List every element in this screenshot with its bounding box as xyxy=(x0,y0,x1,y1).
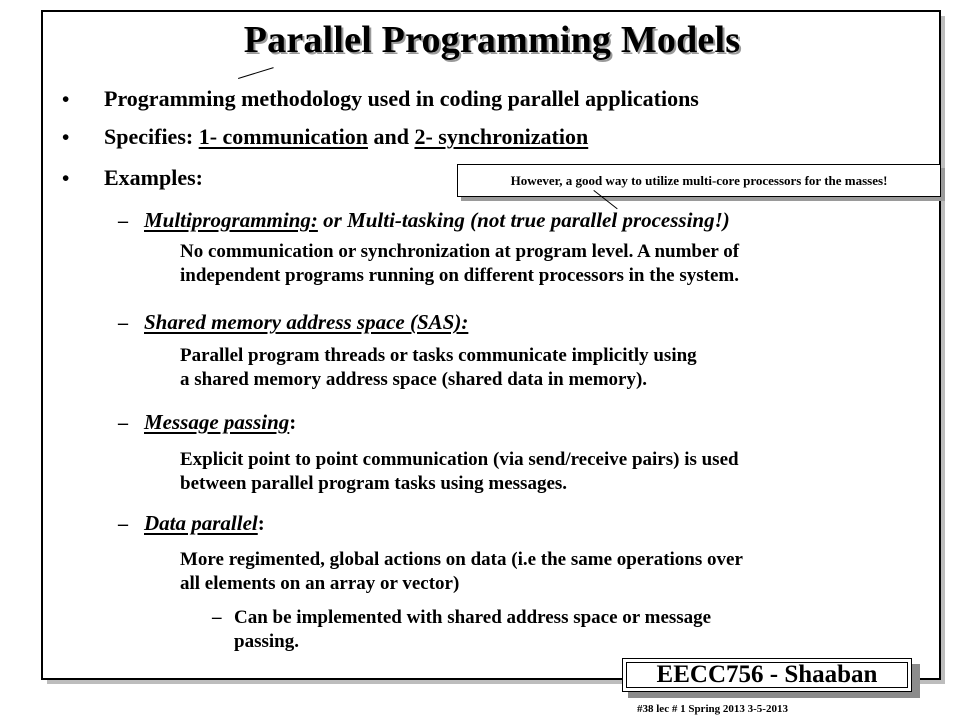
example-desc-line: independent programs running on different processors in the system. xyxy=(180,265,739,286)
dash-marker: – xyxy=(212,607,222,628)
example-multiprogramming xyxy=(144,208,730,233)
example-heading: Data parallel xyxy=(144,511,258,535)
example-heading-suffix: or Multi-tasking (not true parallel processing!) xyxy=(317,208,730,232)
dash-marker: – xyxy=(118,312,128,334)
example-heading: Shared memory address space (SAS): xyxy=(144,310,469,334)
bullet-specifies xyxy=(104,124,588,150)
example-heading: Multiprogramming: xyxy=(144,208,318,232)
specifies-prefix: Specifies: xyxy=(104,124,199,149)
example-desc-line: Explicit point to point communication (via send/receive pairs) is used xyxy=(180,449,739,470)
example-heading-colon: : xyxy=(289,410,297,434)
dash-marker: – xyxy=(118,210,128,232)
example-desc-line: all elements on an array or vector) xyxy=(180,573,460,594)
dash-marker: – xyxy=(118,513,128,535)
example-desc-line: between parallel program tasks using messages. xyxy=(180,473,568,494)
bullet-examples: Examples: xyxy=(104,165,203,190)
sub-item-line: Can be implemented with shared address space or message xyxy=(234,607,712,628)
bullet-dot: • xyxy=(62,166,70,190)
communication-term: 1- communication xyxy=(198,124,368,149)
specifies-and: and xyxy=(367,124,415,149)
bullet-dot: • xyxy=(62,87,70,111)
example-desc-line: a shared memory address space (shared data in memory). xyxy=(180,369,648,390)
callout-box: However, a good way to utilize multi-core processors for the masses! xyxy=(457,164,941,197)
example-heading: Message passing xyxy=(144,410,290,434)
sub-item-line: passing. xyxy=(234,631,299,652)
slide-footer: #38 lec # 1 Spring 2013 3-5-2013 xyxy=(637,703,788,715)
bullet-methodology: Programming methodology used in coding parallel applications xyxy=(104,86,699,111)
slide-title: Parallel Programming Models xyxy=(243,19,741,61)
course-badge: EECC756 - Shaaban xyxy=(622,658,912,692)
synchronization-term: 2- synchronization xyxy=(414,124,589,149)
example-message-passing xyxy=(144,410,296,435)
bullet-dot: • xyxy=(62,125,70,149)
example-shared-memory xyxy=(144,310,468,335)
example-data-parallel xyxy=(144,511,265,536)
example-desc-line: No communication or synchronization at program level. A number of xyxy=(180,241,740,262)
example-desc-line: Parallel program threads or tasks communicate implicitly using xyxy=(180,345,697,366)
example-desc-line: More regimented, global actions on data (i.e the same operations over xyxy=(180,549,743,570)
example-heading-colon: : xyxy=(257,511,265,535)
dash-marker: – xyxy=(118,412,128,434)
